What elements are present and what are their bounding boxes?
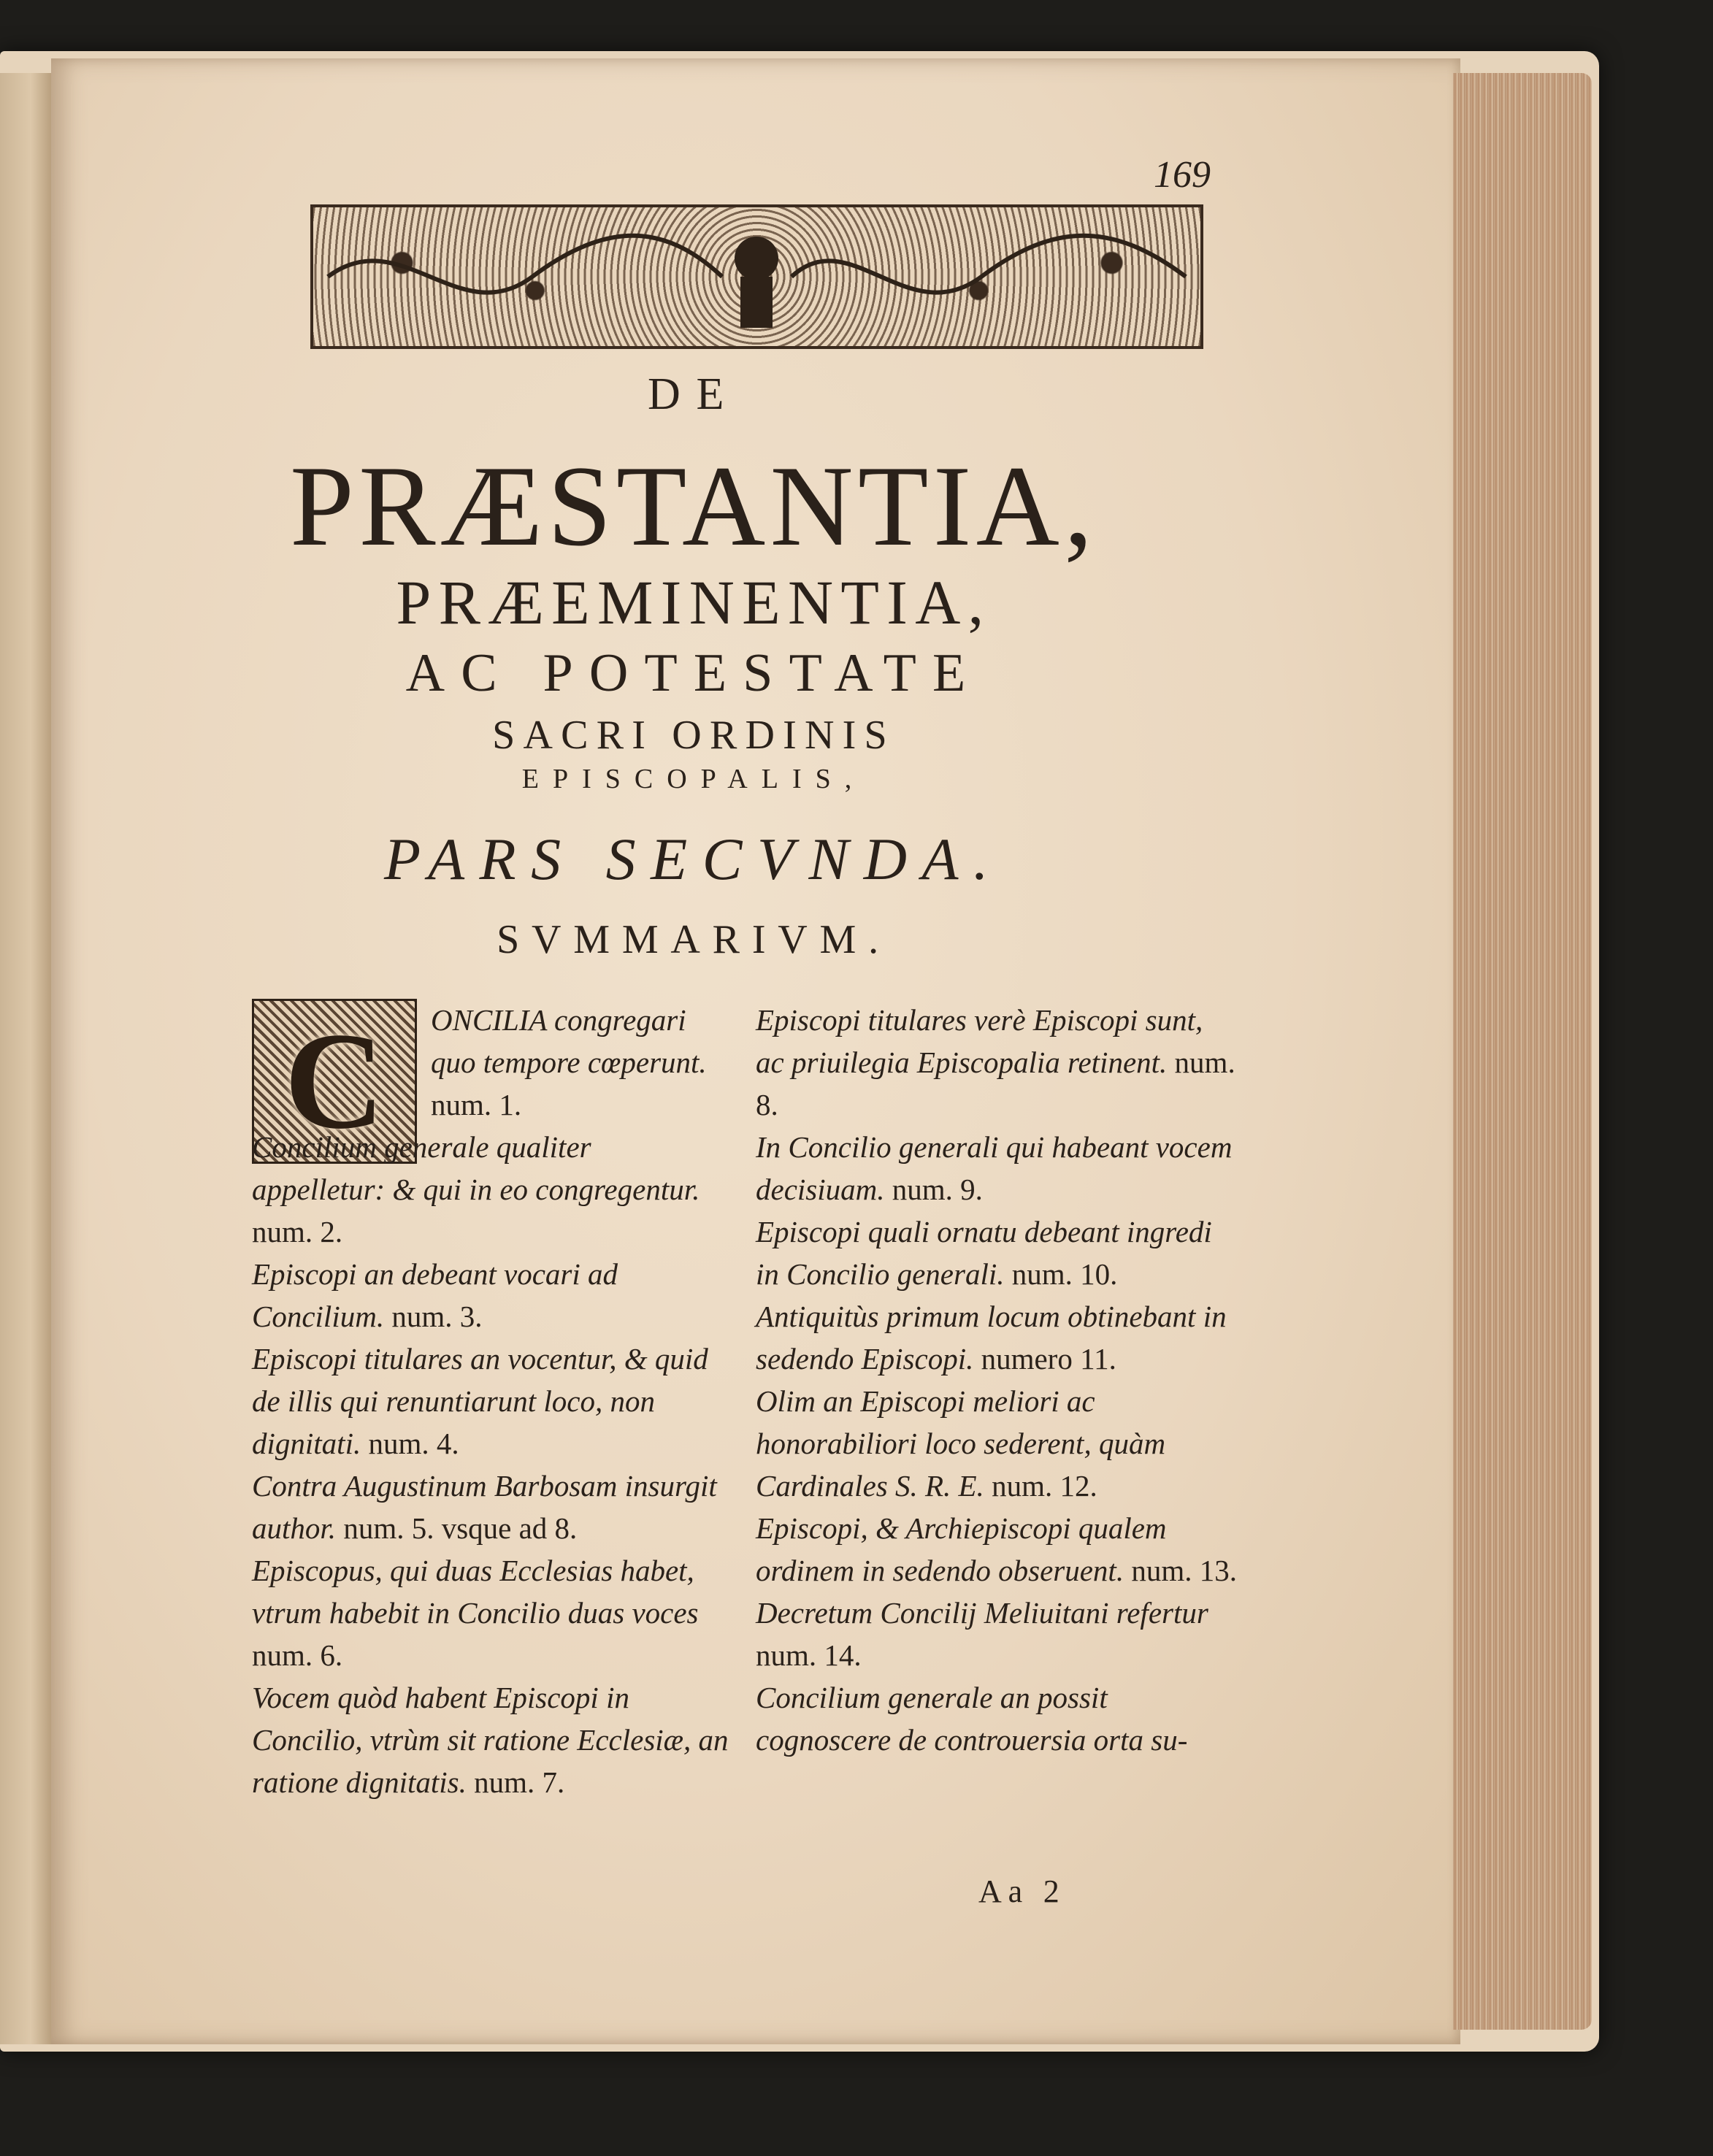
summary-right-column — [756, 999, 1238, 1761]
headpiece-ornament — [310, 204, 1203, 349]
title-ac-potestate: AC POTESTATE — [405, 643, 982, 703]
summary-entry: Episcopi titulares an vocentur, & quid de illis qui renuntiarunt loco, non dignitati. num. 4. — [252, 1342, 708, 1460]
pars-secunda-heading: PARS SECVNDA. — [383, 826, 1004, 892]
summary-entry: Concilium generale qualiter appelletur: & qui in eo congregentur. num. 2. — [252, 1130, 700, 1248]
summary-entry: Episcopi quali ornatu debeant ingredi in Concilio generali. num. 10. — [756, 1215, 1212, 1291]
page-fore-edge — [1453, 73, 1592, 2030]
summary-entry: Episcopus, qui duas Ecclesias habet, vtrum habebit in Concilio duas voces num. 6. — [252, 1554, 699, 1672]
summary-entry: Olim an Episcopi meliori ac honorabiliori loco sederent, quàm Cardinales S. R. E. num. 12. — [756, 1384, 1166, 1503]
signature-mark: Aa 2 — [978, 1873, 1066, 1909]
summary-entry: Vocem quòd habent Episcopi in Concilio, vtrùm sit ratione Ecclesiæ, an ratione dignitatis. num. 7. — [252, 1681, 729, 1799]
title-sacri-ordinis: SACRI ORDINIS — [492, 713, 895, 758]
summary-entry: Episcopi titulares verè Episcopi sunt, ac priuilegia Episcopalia retinent. num. 8. — [756, 1003, 1235, 1121]
summary-entry: Antiquitùs primum locum obtinebant in sedendo Episcopi. numero 11. — [756, 1300, 1227, 1376]
summary-entry: Decretum Concilij Meliuitani refertur num. 14. — [756, 1596, 1208, 1672]
summary-entry: Contra Augustinum Barbosam insurgit author. num. 5. vsque ad 8. — [252, 1469, 717, 1545]
title-de: DE — [647, 369, 740, 419]
summary-left-column — [252, 999, 730, 1803]
summary-entry: Episcopi an debeant vocari ad Concilium. num. 3. — [252, 1257, 618, 1333]
summary-entry: ONCILIA congregari quo tempore cœperunt. num. 1. — [431, 1003, 707, 1121]
summarium-heading: SVMMARIVM. — [497, 917, 891, 962]
page-number: 169 — [1154, 154, 1211, 196]
initial-letter: C — [284, 1005, 385, 1158]
facing-page-edge — [0, 73, 51, 2044]
summary-entry: Episcopi, & Archiepiscopi qualem ordinem in sedendo obseruent. num. 13. — [756, 1511, 1237, 1587]
title-praestantia: PRÆSTANTIA, — [290, 442, 1097, 570]
summary-entry: Concilium generale an possit cognoscere de controuersia orta su- — [756, 1681, 1188, 1757]
title-episcopalis: EPISCOPALIS, — [521, 764, 866, 794]
summary-entry: In Concilio generali qui habeant vocem decisiuam. num. 9. — [756, 1130, 1233, 1206]
title-praeeminentia: PRÆEMINENTIA, — [396, 567, 992, 637]
